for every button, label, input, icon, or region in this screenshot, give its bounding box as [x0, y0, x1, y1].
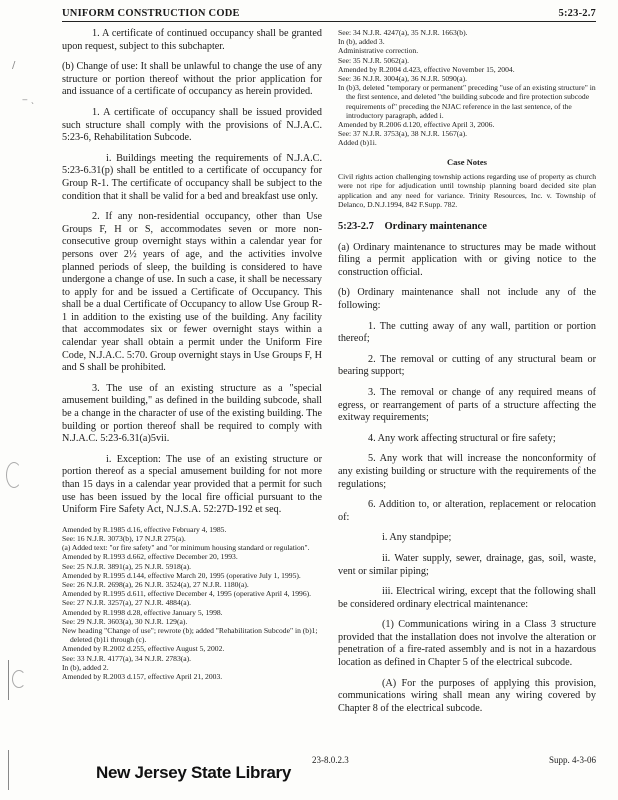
- page-code: 23-8.0.2.3: [312, 755, 349, 765]
- history-line: See: 27 N.J.R. 3257(a), 27 N.J.R. 4884(a).: [62, 598, 192, 608]
- history-line: See: 36 N.J.R. 3004(a), 36 N.J.R. 5090(a).: [338, 74, 468, 84]
- history-notes: [338, 28, 596, 148]
- paragraph: 4. Any work affecting structural or fire safety;: [368, 432, 556, 444]
- margin-rule-mark: [8, 750, 9, 790]
- history-line: See: 26 N.J.R. 2698(a), 26 N.J.R. 3524(a), 27 N.J.R. 1180(a).: [62, 580, 249, 589]
- paragraph: 1. The cutting away of any wall, partition or portion thereof;: [338, 320, 596, 345]
- paragraph: 5. Any work that will increase the nonconformity of any existing building or structure with the requirements of the regulations;: [338, 453, 596, 490]
- paragraph: (a) Ordinary maintenance to structures may be made without filing a permit application with or giving notice to the construction official.: [338, 241, 596, 278]
- section-number: 5:23-2.7: [338, 221, 374, 233]
- history-line: See: 16 N.J.R. 3073(b), 17 N.J.R 275(a).: [62, 533, 186, 543]
- history-line: (a) Added text: "or fire safety" and "or minimum housing standard or regulation".: [62, 543, 310, 553]
- running-header: [62, 8, 596, 22]
- history-line: Amended by R.1995 d.144, effective March 20, 1995 (operative July 1, 1995).: [62, 570, 301, 580]
- history-line: New heading "Change of use"; rewrote (b); added "Rehabilitation Subcode" in (b)1; deleted (b)1i through (c).: [62, 626, 318, 645]
- left-column: [62, 28, 322, 738]
- paragraph: (A) For the purposes of applying this provision, communications wiring shall mean any wiring covered by Chapter 8 of the electrical subcode.: [338, 677, 596, 714]
- history-line: In (b)3, deleted "temporary or permanent" preceding "use of an existing structure" in the first sentence, and deleted "the building subcode and fire protection subcode requirements of" preceding the NJAC reference in the last sentence, of the introductory paragraph, added i.: [338, 83, 596, 120]
- section-name: Ordinary maintenance: [384, 221, 487, 233]
- binder-hole-mark: [6, 462, 22, 488]
- paragraph: 3. The use of an existing structure as a "special amusement building," as defined in the building subcode, shall be a change in the character of use of the existing building. The building or portion thereof shall be required to comply with N.J.A.C. 5:23-6.31(a)5vii.: [62, 382, 322, 445]
- history-line: See: 34 N.J.R. 4247(a), 35 N.J.R. 1663(b).: [338, 28, 468, 37]
- history-line: Amended by R.1995 d.611, effective December 4, 1995 (operative April 4, 1996).: [62, 589, 312, 599]
- history-line: Amended by R.1993 d.662, effective December 20, 1993.: [62, 552, 238, 562]
- history-line: See: 35 N.J.R. 5062(a).: [338, 55, 410, 65]
- history-line: Amended by R.1985 d.16, effective February 4, 1985.: [62, 524, 227, 534]
- history-line: Amended by R.2003 d.157, effective April 21, 2003.: [62, 672, 223, 682]
- paragraph: 1. A certificate of continued occupancy shall be granted upon request, subject to this subchapter.: [62, 28, 322, 52]
- paragraph: 2. The removal or cutting of any structural beam or bearing support;: [338, 353, 596, 378]
- paragraph: i. Exception: The use of an existing structure or portion thereof as a special amusement building for not more than 15 days in a calendar year provided that a permit for such use has been issued by the local fire official pursuant to the Uniform Fire Safety Act, N.J.S.A. 52:27D-192 et seq.: [62, 453, 322, 516]
- history-line: Amended by R.2004 d.423, effective November 15, 2004.: [338, 64, 515, 74]
- history-line: Amended by R.1998 d.28, effective January 5, 1998.: [62, 607, 223, 617]
- history-notes: [62, 525, 322, 681]
- history-line: In (b), added 2.: [62, 662, 109, 672]
- paragraph: ii. Water supply, sewer, drainage, gas, soil, waste, vent or similar piping;: [338, 552, 596, 577]
- history-line: In (b), added 3.: [338, 37, 385, 47]
- paragraph: iii. Electrical wiring, except that the following shall be considered ordinary electrical maintenance:: [338, 586, 596, 610]
- history-line: Administrative correction.: [338, 46, 419, 56]
- library-stamp: New Jersey State Library: [96, 763, 292, 782]
- header-title: UNIFORM CONSTRUCTION CODE: [62, 8, 240, 19]
- paragraph: (b) Change of use: It shall be unlawful to change the use of any structure or portion thereof without the prior application for and issuance of a certificate of occupancy as herein provided.: [62, 61, 322, 98]
- margin-tick-mark: ‒ ˎ: [22, 95, 36, 105]
- paragraph: (1) Communications wiring in a Class 3 structure provided that the installation does not involve the alteration or penetration of a fire-rated assembly and is not in a hazardous location as defined in Chapter 5 of the electrical subcode.: [338, 619, 596, 669]
- header-section: 5:23-2.7: [558, 8, 596, 19]
- case-note: Civil rights action challenging township actions regarding use of property as church were not ripe for adjudication until township planning board decided site plan application and any need for variance. Trinity Resources, Inc. v. Township of Delanco, D.N.J.1994, 842 F.Supp. 782.: [338, 172, 596, 209]
- history-line: Amended by R.2006 d.120, effective April 3, 2006.: [338, 120, 495, 130]
- paragraph: 3. The removal or change of any required means of egress, or rearrangement of parts of a structure affecting the exitway requirements;: [338, 386, 596, 424]
- right-column: [338, 28, 596, 738]
- margin-rule-mark: [8, 660, 9, 700]
- paragraph: 2. If any non-residential occupancy, other than Use Groups F, H or S, accommodates seven or more non-consecutive group overnight stays within a calendar year for persons over 2½ years of age, and the activities involve planned periods of sleep, the building is considered to have undergone a change of use. In such a case, it shall be necessary to apply for and be issued a Certificate of Occupancy. This shall be a dual Certificate of Occupancy to allow Use Group R-1 in addition to the existing use of the building. Any facility that accommodates six or fewer overnight stays within a calendar year shall obtain a permit under the Uniform Fire Code, N.J.A.C. 5:70. Group overnight stays in Use Groups F, H and S shall be prohibited.: [62, 211, 322, 374]
- history-line: See: 25 N.J.R. 3891(a), 25 N.J.R. 5918(a).: [62, 561, 192, 571]
- binder-hole-mark: [12, 670, 26, 688]
- history-line: See: 37 N.J.R. 3753(a), 38 N.J.R. 1567(a).: [338, 129, 468, 139]
- margin-tick-mark: /: [12, 60, 16, 71]
- history-line: See: 29 N.J.R. 3603(a), 30 N.J.R. 129(a).: [62, 616, 188, 626]
- paragraph: i. Any standpipe;: [382, 532, 452, 544]
- history-line: Amended by R.2002 d.255, effective August 5, 2002.: [62, 644, 225, 654]
- paragraph: 1. A certificate of occupancy shall be issued provided such structure shall comply with the provisions of N.J.A.C. 5:23-6, Rehabilitation Subcode.: [62, 106, 322, 144]
- section-title: [338, 221, 596, 234]
- history-line: See: 33 N.J.R. 4177(a), 34 N.J.R. 2783(a).: [62, 653, 192, 663]
- paragraph: 6. Addition to, or alteration, replacement or relocation of:: [338, 499, 596, 523]
- paragraph: i. Buildings meeting the requirements of N.J.A.C. 5:23-6.31(p) shall be entitled to a certificate of occupancy for Group R-1. The certificate of occupancy shall be subject to the condition that it shall be valid for a bed and breakfast use only.: [62, 152, 322, 202]
- history-line: Added (b)1i.: [338, 138, 377, 148]
- case-notes-heading: Case Notes: [447, 156, 487, 167]
- supplement-date: Supp. 4-3-06: [549, 755, 596, 765]
- paragraph: (b) Ordinary maintenance shall not include any of the following:: [338, 287, 596, 312]
